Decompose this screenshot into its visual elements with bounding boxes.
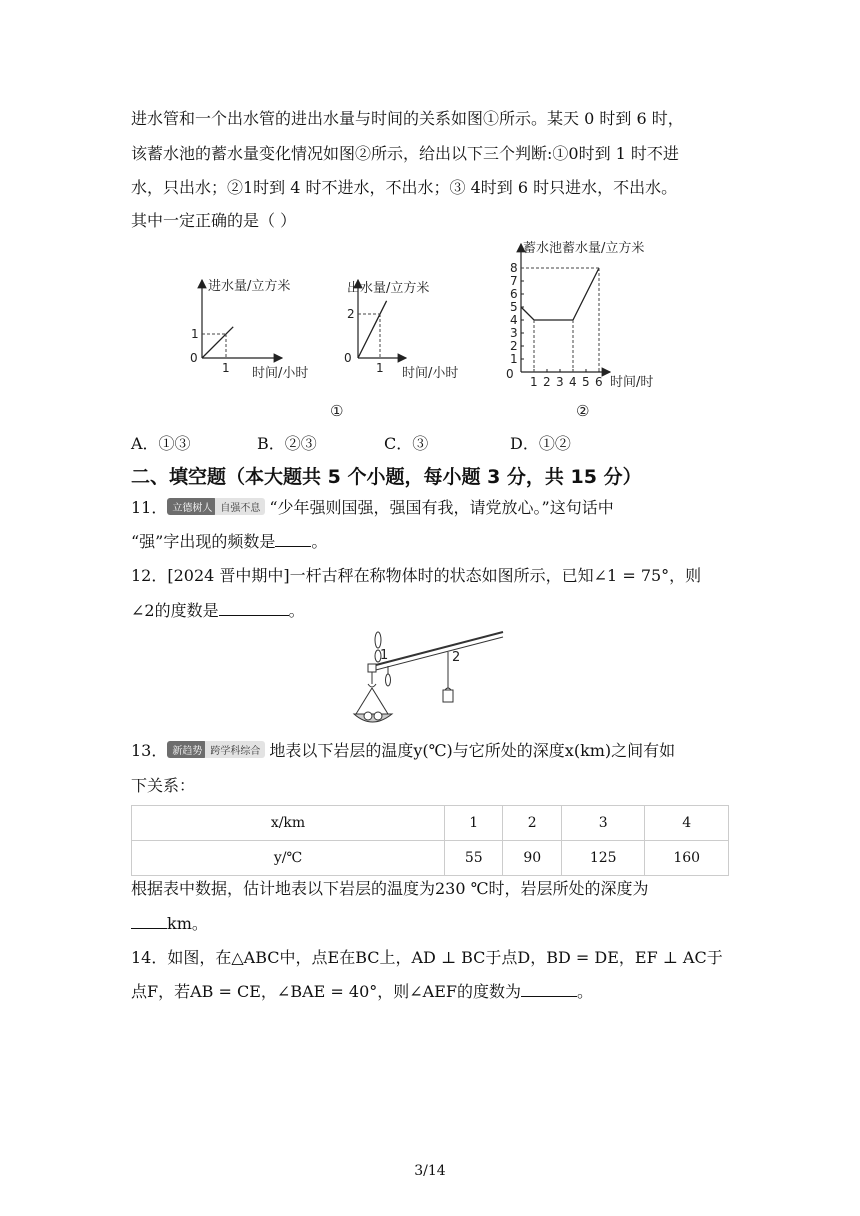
q11-badge-light: 自强不息	[215, 498, 265, 515]
angle-1-label: 1	[380, 648, 389, 663]
g3-xtick-label: 5	[582, 375, 590, 389]
g3-ytick-label: 4	[510, 313, 518, 327]
q13-badge-dark: 新趋势	[167, 741, 207, 758]
g3-xtick-label: 4	[569, 375, 577, 389]
g3-ytick-label: 7	[510, 274, 518, 288]
g1-ytick: 1	[191, 327, 199, 341]
g3-series-line	[521, 268, 599, 320]
q10-line-3: 水，只出水；②1时到 4 时不进水，不出水；③ 4时到 6 时只进水，不出水。	[131, 178, 678, 197]
option-c: C．③	[384, 434, 429, 453]
q11-text-1: “少年强则国强，强国有我，请党放心。”这句话中	[269, 498, 614, 517]
g2-series-line	[358, 301, 387, 358]
g3-ytick-label: 1	[510, 352, 518, 366]
q12-line-2	[131, 598, 305, 621]
g3-ytick-label: 3	[510, 326, 518, 340]
q14-text-3: 。	[577, 982, 594, 1001]
g2-origin: 0	[344, 351, 352, 365]
page-number: 3/14	[414, 1163, 446, 1179]
q13-line-4	[131, 911, 208, 934]
q11-text-3: 。	[311, 532, 328, 551]
table-cell: 3	[561, 806, 645, 841]
table-cell: 55	[445, 841, 503, 876]
table-cell: 160	[645, 841, 729, 876]
q14-line-1: 14．如图，在△ABC中，点E在BC上，AD ⊥ BC于点D，BD = DE，EF ⊥ AC于	[131, 948, 723, 967]
q13-line-2: 下关系：	[131, 776, 196, 795]
g3-ytick-label: 6	[510, 287, 518, 301]
g1-xtick: 1	[222, 361, 230, 375]
q10-line-1: 进水管和一个出水管的进出水量与时间的关系如图①所示。某天 0 时到 6 时，	[131, 109, 684, 128]
g3-xtick-label: 6	[595, 375, 603, 389]
q13-badge-light: 跨学科综合	[205, 741, 265, 758]
q12-text-2: ∠2的度数是	[131, 601, 219, 620]
table-row	[132, 841, 729, 876]
q13-line-3: 根据表中数据，估计地表以下岩层的温度为230 ℃时，岩层所处的深度为	[131, 879, 649, 898]
g3-xlabel: 时间/时	[610, 375, 654, 390]
q13-line-1	[131, 738, 675, 761]
table-cell: 1	[445, 806, 503, 841]
g2-xtick: 1	[376, 361, 384, 375]
q10-figures	[180, 236, 700, 426]
graph-inflow	[190, 278, 308, 381]
table-row	[132, 806, 729, 841]
table-header-y: y/℃	[132, 841, 445, 876]
q14-answer-blank[interactable]	[521, 982, 577, 997]
q14-text-2: 点F，若AB = CE，∠BAE = 40°，则∠AEF的度数为	[131, 982, 521, 1001]
g3-xtick-label: 3	[556, 375, 564, 389]
table-cell: 125	[561, 841, 645, 876]
g1-series-line	[202, 327, 233, 358]
g1-origin: 0	[190, 351, 198, 365]
g3-origin: 0	[506, 367, 514, 381]
g3-ytick-label: 8	[510, 261, 518, 275]
g3-xtick-label: 1	[530, 375, 538, 389]
q11-answer-blank[interactable]	[275, 532, 311, 547]
g2-xlabel: 时间/小时	[402, 366, 459, 381]
q10-line-4: 其中一定正确的是（ ）	[131, 211, 297, 230]
g1-xlabel: 时间/小时	[252, 366, 309, 381]
graph-storage	[506, 240, 653, 390]
q13-answer-blank[interactable]	[131, 914, 167, 929]
option-b: B．②③	[257, 434, 317, 453]
steelyard-figure	[350, 630, 510, 730]
table-header-x: x/km	[132, 806, 445, 841]
q11-badge-dark: 立德树人	[167, 498, 217, 515]
graph-outflow	[344, 280, 458, 381]
section-heading: 二、填空题（本大题共 5 个小题，每小题 3 分，共 15 分）	[131, 466, 642, 488]
q11-number: 11．	[131, 498, 168, 517]
g3-ytick-label: 2	[510, 339, 518, 353]
q11-line-2	[131, 529, 327, 552]
g2-ytick: 2	[347, 307, 355, 321]
q11-line-1	[131, 495, 614, 518]
q11-text-2: “强”字出现的频数是	[131, 532, 276, 551]
q13-text-4: km。	[167, 914, 208, 933]
q12-text-3: 。	[288, 601, 305, 620]
caption-1: ①	[330, 402, 344, 420]
q12-answer-blank[interactable]	[219, 601, 289, 616]
table-cell: 4	[645, 806, 729, 841]
q13-table	[131, 805, 729, 876]
q12-line-1: 12．[2024 晋中期中]一杆古秤在称物体时的状态如图所示，已知∠1 = 75°，则	[131, 566, 702, 585]
angle-2-label: 2	[452, 650, 461, 665]
table-cell: 90	[503, 841, 561, 876]
q14-line-2	[131, 979, 593, 1002]
option-d: D．①②	[510, 434, 571, 453]
caption-2: ②	[576, 402, 590, 420]
g3-ytick-label: 5	[510, 300, 518, 314]
table-cell: 2	[503, 806, 561, 841]
q13-text-1: 地表以下岩层的温度y(℃)与它所处的深度x(km)之间有如	[269, 741, 676, 760]
q13-number: 13．	[131, 741, 168, 760]
option-a: A．①③	[131, 434, 191, 453]
g3-ylabel: 蓄水池蓄水量/立方米	[523, 241, 645, 256]
g2-ylabel: 出水量/立方米	[347, 281, 430, 296]
g3-xtick-label: 2	[543, 375, 551, 389]
g1-ylabel: 进水量/立方米	[208, 279, 291, 294]
q10-line-2: 该蓄水池的蓄水量变化情况如图②所示，给出以下三个判断:①0时到 1 时不进	[131, 144, 679, 163]
